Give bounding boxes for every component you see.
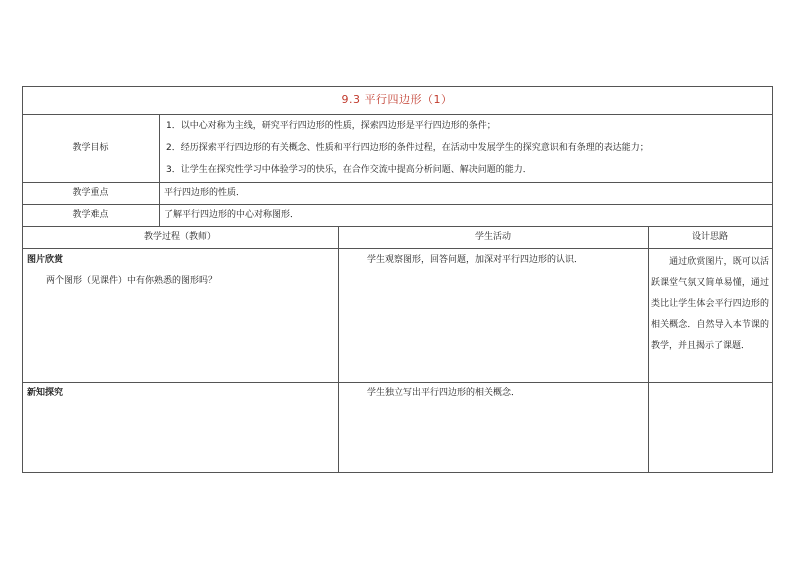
- table-border-top: [22, 86, 773, 87]
- table-rule: [22, 204, 773, 205]
- page-title: 9.3 平行四边形（1）: [341, 93, 453, 106]
- key-points-label: 教学重点: [72, 188, 109, 198]
- design-rationale: [651, 252, 769, 357]
- objective-item: 3．让学生在探究性学习中体验学习的快乐，在合作交流中提高分析问题、解决问题的能力．: [166, 165, 532, 175]
- label-column-divider: [159, 114, 160, 226]
- difficulties-label: 教学难点: [72, 210, 109, 220]
- student-activity: 学生独立写出平行四边形的相关概念．: [367, 388, 521, 398]
- table-rule: [22, 226, 773, 227]
- objectives-label: 教学目标: [72, 143, 109, 153]
- table-border-bottom: [22, 472, 773, 473]
- design-column-header: 设计思路: [691, 232, 728, 242]
- section-content: 两个图形（见课件）中有你熟悉的图形吗？: [46, 276, 218, 286]
- section-heading: 图片欣赏: [27, 255, 64, 265]
- objective-item: 2．经历探索平行四边形的有关概念、性质和平行四边形的条件过程，在活动中发展学生的探究意识和有条理的表达能力；: [166, 143, 649, 153]
- design-rationale-text: 通过欣赏图片，既可以活跃课堂气氛又简单易懂，通过类比让学生体会平行四边形的相关概念．自然导入本节课的教学，并且揭示了课题．: [651, 257, 769, 351]
- table-rule: [22, 182, 773, 183]
- table-rule: [22, 382, 773, 383]
- table-rule: [22, 114, 773, 115]
- student-column-header: 学生活动: [474, 232, 511, 242]
- process-column-header: 教学过程（教师）: [143, 232, 216, 242]
- student-column-divider: [338, 226, 339, 472]
- objective-item: 1．以中心对称为主线，研究平行四边形的性质，探索四边形是平行四边形的条件；: [166, 121, 496, 131]
- table-rule: [22, 248, 773, 249]
- table-border-right: [772, 86, 773, 473]
- key-points-content: 平行四边形的性质．: [164, 188, 246, 198]
- student-activity: 学生观察图形，回答问题，加深对平行四边形的认识．: [367, 255, 584, 265]
- section-heading: 新知探究: [27, 388, 64, 398]
- difficulties-content: 了解平行四边形的中心对称图形．: [164, 210, 300, 220]
- design-column-divider: [648, 226, 649, 472]
